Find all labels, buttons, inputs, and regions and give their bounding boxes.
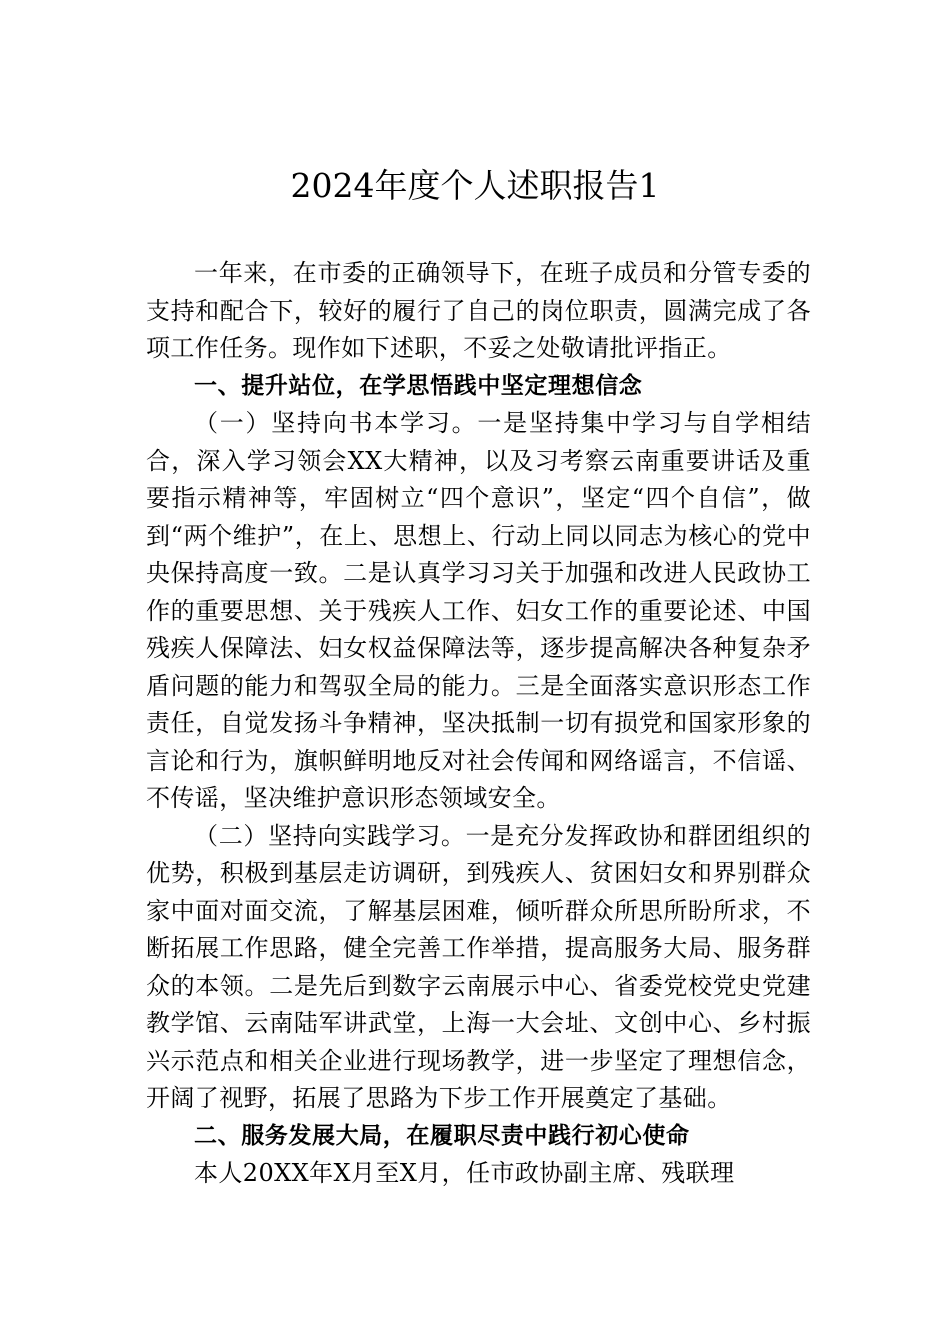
document-body	[146, 255, 811, 1193]
section-1-subheading-1: （一）坚持向书本学习。	[194, 409, 478, 437]
section-2-paragraph-1: 本人20XX年X月至X月，任市政协副主席、残联理	[194, 1159, 735, 1187]
section-2-heading: 二、服务发展大局，在履职尽责中践行初心使命	[194, 1122, 690, 1149]
section-1-paragraph-1-text: 一是坚持集中学习与自学相结合，深入学习领会XX大精神，以及习考察云南重要讲话及重要指示精神等，牢固树立“四个意识”，坚定“四个自信”，做到“两个维护”，在上、思想上、行动上同以同志为核心的党中央保持高度一致。二是认真学习习关于加强和改进人民政协工作的重要思想、关于残疾人工作、妇女工作的重要论述、中国残疾人保障法、妇女权益保障法等，逐步提高解决各种复杂矛盾问题的能力和驾驭全局的能力。三是全面落实意识形态工作责任，自觉发扬斗争精神，坚决抵制一切有损党和国家形象的言论和行为，旗帜鲜明地反对社会传闻和网络谣言，不信谣、不传谣，坚决维护意识形态领域安全。	[146, 409, 811, 812]
section-1-paragraph-1	[146, 405, 811, 818]
section-1-paragraph-2	[146, 818, 811, 1118]
document-title: 2024年度个人述职报告1	[290, 166, 660, 205]
section-1-subheading-2: （二）坚持向实践学习。	[194, 821, 466, 850]
intro-paragraph: 一年来，在市委的正确领导下，在班子成员和分管专委的支持和配合下，较好的履行了自己的岗位职责，圆满完成了各项工作任务。现作如下述职，不妥之处敬请批评指正。	[146, 259, 811, 362]
section-1-heading: 一、提升站位，在学思悟践中坚定理想信念	[194, 372, 643, 399]
section-1-paragraph-2-text: 一是充分发挥政协和群团组织的优势，积极到基层走访调研，到残疾人、贫困妇女和界别群众家中面对面交流，了解基层困难，倾听群众所思所盼所求，不断拓展工作思路，健全完善工作举措，提高服务大局、服务群众的本领。二是先后到数字云南展示中心、省委党校党史党建教学馆、云南陆军讲武堂，上海一大会址、文创中心、乡村振兴示范点和相关企业进行现场教学，进一步坚定了理想信念，开阔了视野，拓展了思路为下步工作开展奠定了基础。	[146, 821, 811, 1112]
